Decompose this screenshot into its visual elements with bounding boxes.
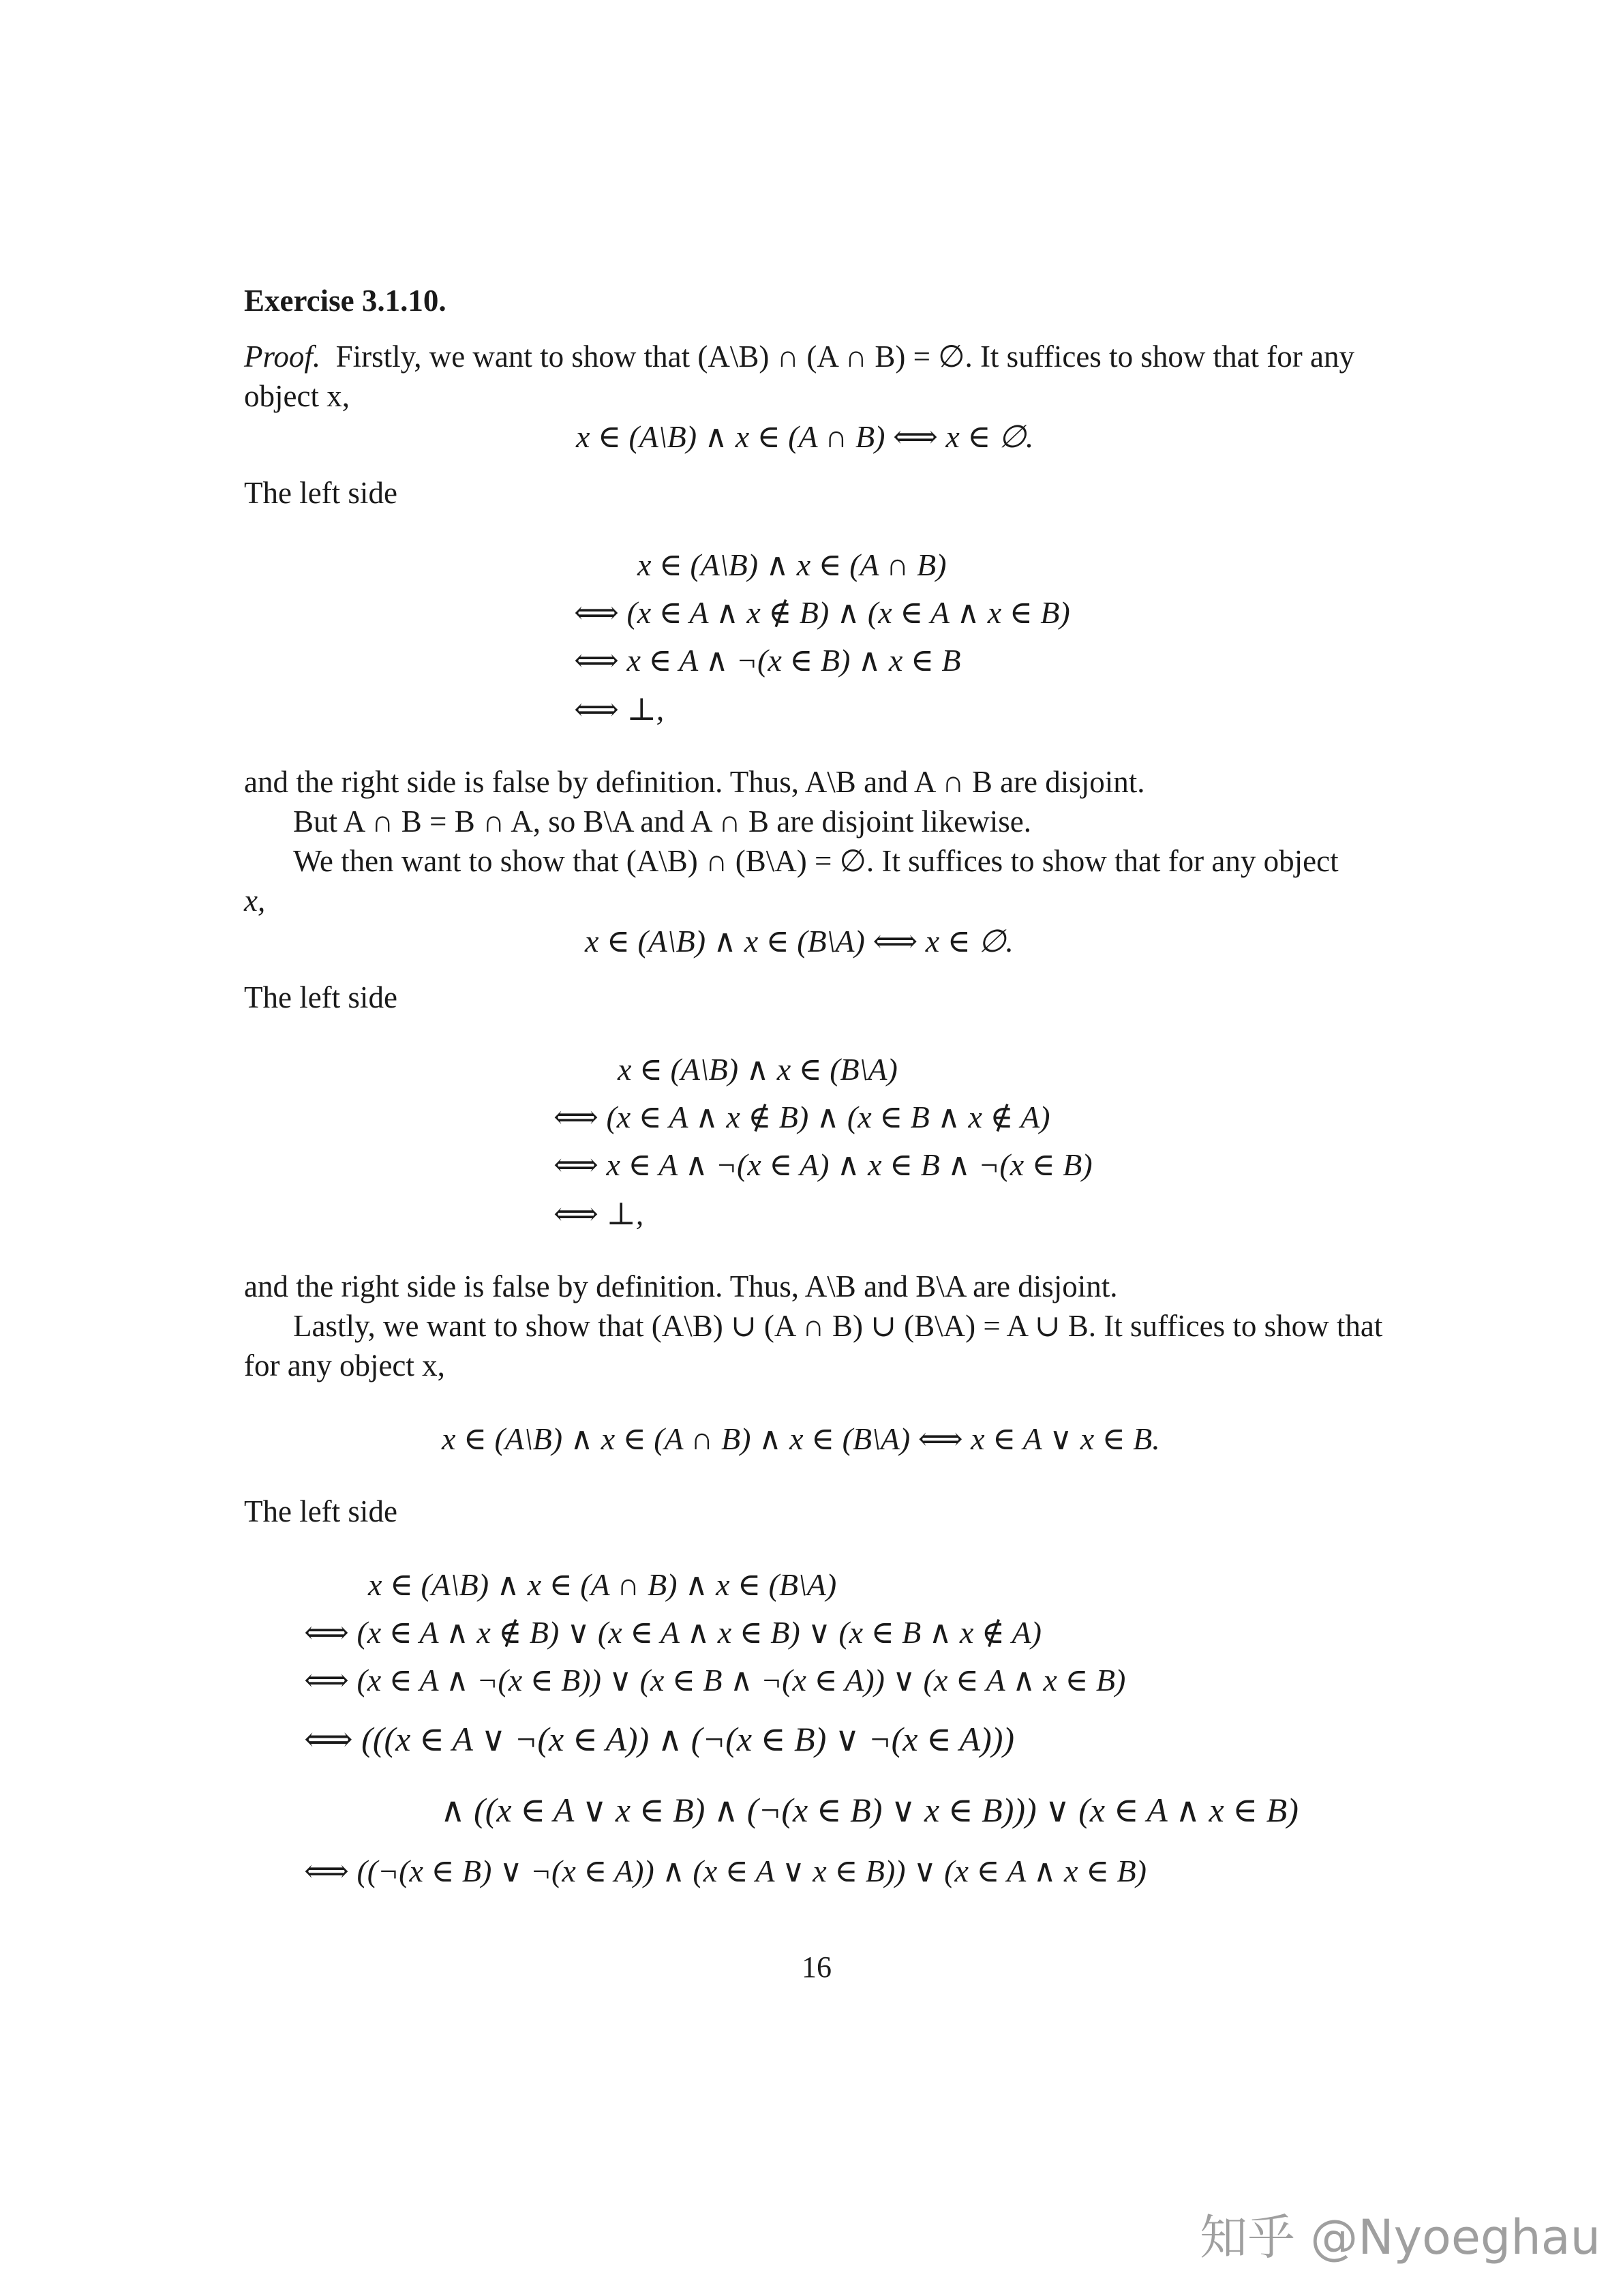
derivation-2-step-1: x ∈ (A\B) ∧ x ∈ (B\A) (618, 1052, 898, 1087)
left-side-label-1: The left side (244, 476, 397, 510)
commutativity-note: But A ∩ B = B ∩ A, so B\A and A ∩ B are disjoint likewise. (293, 804, 1031, 839)
derivation-1-step-4: ⟺ ⊥, (574, 692, 665, 727)
part3-intro-line-2: for any object x, (244, 1348, 445, 1383)
display-equation-3: x ∈ (A\B) ∧ x ∈ (A ∩ B) ∧ x ∈ (B\A) ⟺ x ∈ A ∨ x ∈ B. (442, 1421, 1160, 1456)
derivation-1-step-3: ⟺ x ∈ A ∧ ¬(x ∈ B) ∧ x ∈ B (574, 643, 961, 678)
part2-intro-line: We then want to show that (A\B) ∩ (B\A) = ∅. It suffices to show that for any object (293, 844, 1339, 878)
derivation-2-step-3: ⟺ x ∈ A ∧ ¬(x ∈ A) ∧ x ∈ B ∧ ¬(x ∈ B) (553, 1147, 1093, 1182)
derivation-3-step-4-continued: ∧ ((x ∈ A ∨ x ∈ B) ∧ (¬(x ∈ B) ∨ x ∈ B))) ∨ (x ∈ A ∧ x ∈ B) (440, 1791, 1299, 1829)
left-side-label-2: The left side (244, 980, 397, 1014)
conclusion-2: and the right side is false by definition. Thus, A\B and B\A are disjoint. (244, 1269, 1118, 1303)
derivation-1-step-1: x ∈ (A\B) ∧ x ∈ (A ∩ B) (637, 547, 947, 582)
proof-label: Proof. (244, 339, 321, 374)
proof-intro-line-2: object x, (244, 379, 350, 413)
proof-intro-text: Firstly, we want to show that (A\B) ∩ (A ∩ B) = ∅. It suffices to show that for any (335, 339, 1354, 374)
derivation-2-step-4: ⟺ ⊥, (553, 1196, 644, 1231)
display-equation-2: x ∈ (A\B) ∧ x ∈ (B\A) ⟺ x ∈ ∅. (585, 924, 1014, 958)
derivation-3-step-4: ⟺ (((x ∈ A ∨ ¬(x ∈ A)) ∧ (¬(x ∈ B) ∨ ¬(x ∈ A))) (304, 1720, 1015, 1758)
part3-intro-line: Lastly, we want to show that (A\B) ∪ (A ∩ B) ∪ (B\A) = A ∪ B. It suffices to show that (293, 1309, 1383, 1343)
derivation-2-step-2: ⟺ (x ∈ A ∧ x ∉ B) ∧ (x ∈ B ∧ x ∉ A) (553, 1100, 1050, 1134)
left-side-label-3: The left side (244, 1494, 397, 1528)
proof-intro-line (244, 337, 1354, 376)
display-equation-1: x ∈ (A\B) ∧ x ∈ (A ∩ B) ⟺ x ∈ ∅. (576, 419, 1034, 454)
derivation-3-step-1: x ∈ (A\B) ∧ x ∈ (A ∩ B) ∧ x ∈ (B\A) (368, 1567, 837, 1602)
conclusion-1: and the right side is false by definition. Thus, A\B and A ∩ B are disjoint. (244, 765, 1145, 799)
derivation-3-step-2: ⟺ (x ∈ A ∧ x ∉ B) ∨ (x ∈ A ∧ x ∈ B) ∨ (x ∈ B ∧ x ∉ A) (304, 1615, 1042, 1650)
page-number: 16 (802, 1950, 832, 1984)
exercise-title: Exercise 3.1.10. (244, 284, 446, 318)
derivation-3-step-5: ⟺ ((¬(x ∈ B) ∨ ¬(x ∈ A)) ∧ (x ∈ A ∨ x ∈ B)) ∨ (x ∈ A ∧ x ∈ B) (304, 1854, 1147, 1888)
watermark: 知乎 @Nyoeghau (1200, 2209, 1601, 2265)
derivation-3-step-3: ⟺ (x ∈ A ∧ ¬(x ∈ B)) ∨ (x ∈ B ∧ ¬(x ∈ A)) ∨ (x ∈ A ∧ x ∈ B) (304, 1663, 1126, 1697)
part2-intro-line-2: x, (244, 883, 266, 918)
derivation-1-step-2: ⟺ (x ∈ A ∧ x ∉ B) ∧ (x ∈ A ∧ x ∈ B) (574, 595, 1070, 630)
